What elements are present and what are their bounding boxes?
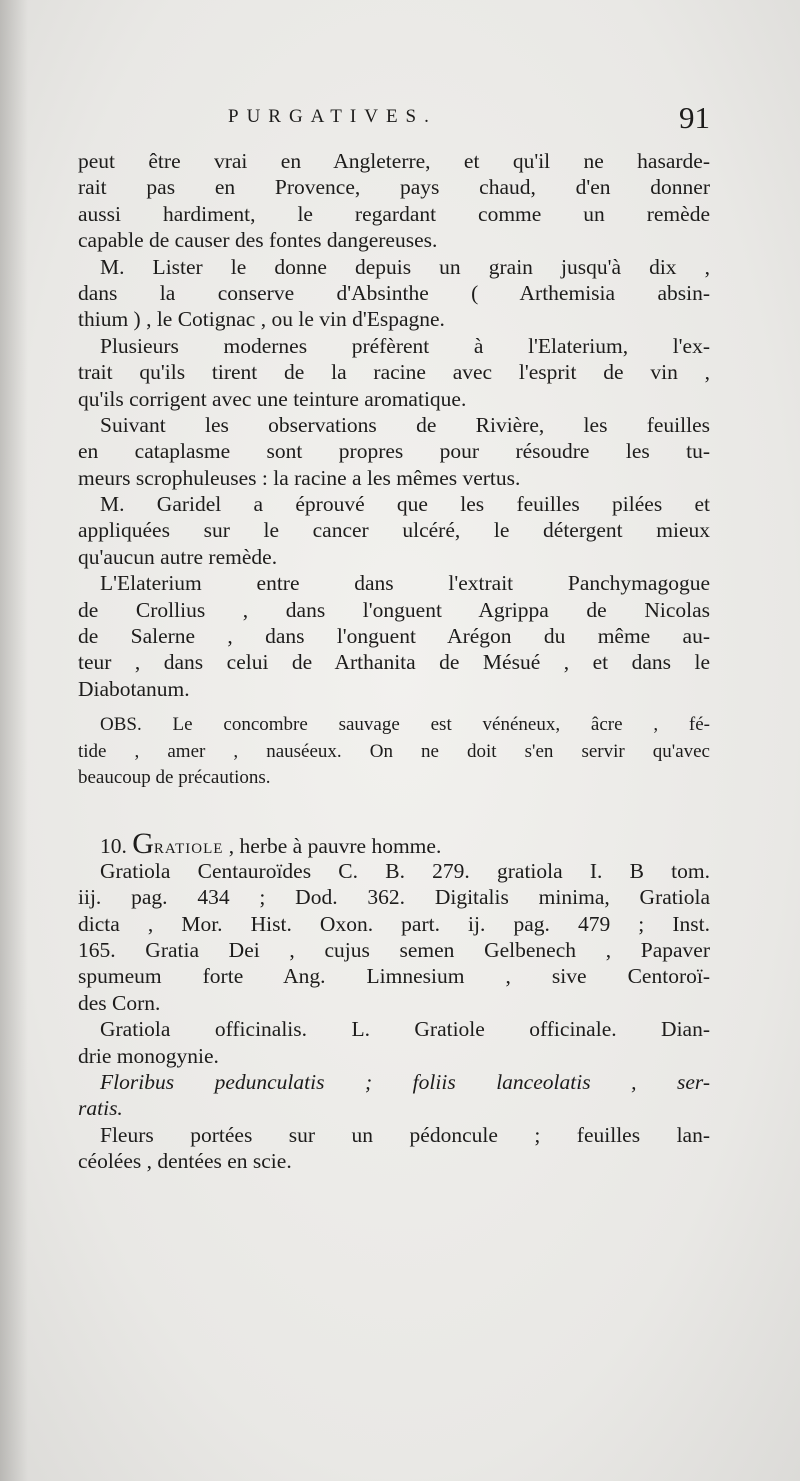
text-line: aussi hardiment, le regardant comme un remède — [78, 201, 710, 226]
text-line: beaucoup de précautions. — [78, 766, 271, 788]
text-line: drie monogynie. — [78, 1043, 219, 1068]
text-line: en cataplasme sont propres pour résoudre les tu- — [78, 439, 710, 464]
text-line: ratis. — [78, 1096, 123, 1121]
paragraph — [78, 570, 710, 702]
synonyms-paragraph — [78, 858, 710, 1016]
section-heading — [78, 827, 710, 861]
text-line: Suivant les observations de Rivière, les feuilles — [100, 412, 710, 437]
text-line: de Salerne , dans l'onguent Arégon du même au- — [78, 624, 710, 649]
text-line: teur , dans celui de Arthanita de Mésué , et dans le — [78, 650, 710, 675]
latin-description-paragraph — [78, 1069, 710, 1122]
text-line: Gratiola officinalis. L. Gratiole officinale. Dian- — [100, 1017, 710, 1042]
paragraph — [78, 333, 710, 412]
text-line: des Corn. — [78, 990, 161, 1015]
linnaean-name-paragraph — [78, 1016, 710, 1069]
text-line: Floribus pedunculatis ; foliis lanceolatis , ser- — [100, 1069, 710, 1094]
paragraph — [78, 148, 710, 254]
text-line: appliquées sur le cancer ulcéré, le détergent mieux — [78, 518, 710, 543]
text-line: dicta , Mor. Hist. Oxon. part. ij. pag. 479 ; Inst. — [78, 911, 710, 936]
text-line: M. Lister le donne depuis un grain jusqu'à dix , — [100, 254, 710, 279]
section-title-suffix: , herbe à pauvre homme. — [228, 834, 442, 859]
text-line: L'Elaterium entre dans l'extrait Panchymagogue — [100, 571, 710, 596]
text-line: dans la conserve d'Absinthe ( Arthemisia absin- — [78, 280, 710, 305]
text-line: céolées , dentées en scie. — [78, 1149, 292, 1174]
text-line: qu'ils corrigent avec une teinture aromatique. — [78, 386, 467, 411]
text-line: qu'aucun autre remède. — [78, 544, 278, 569]
section-title: RATIOLE — [153, 841, 224, 858]
page-body — [78, 148, 710, 1174]
text-line: M. Garidel a éprouvé que les feuilles pilées et — [100, 492, 710, 517]
section-number: 10. — [100, 834, 127, 859]
text-line: Gratiola Centauroïdes C. B. 279. gratiola I. B tom. — [100, 858, 710, 883]
text-line: capable de causer des fontes dangereuses. — [78, 228, 438, 253]
page-number: 91 — [679, 100, 710, 135]
text-line: thium ) , le Cotignac , ou le vin d'Espagne. — [78, 307, 445, 332]
text-line: Diabotanum. — [78, 676, 190, 701]
text-line: 165. Gratia Dei , cujus semen Gelbenech , Papaver — [78, 937, 710, 962]
running-head: PURGATIVES. — [228, 106, 437, 127]
text-line: OBS. Le concombre sauvage est vénéneux, âcre , fé- — [100, 714, 710, 736]
french-description-paragraph — [78, 1122, 710, 1175]
spine-shadow — [0, 0, 28, 1481]
paragraph — [78, 254, 710, 333]
text-line: iij. pag. 434 ; Dod. 362. Digitalis minima, Gratiola — [78, 885, 710, 910]
text-line: rait pas en Provence, pays chaud, d'en donner — [78, 175, 710, 200]
heading-line — [78, 827, 710, 861]
text-line: tide , amer , nauséeux. On ne doit s'en servir qu'avec — [78, 740, 710, 762]
text-line: trait qu'ils tirent de la racine avec l'esprit de vin , — [78, 360, 710, 385]
paragraph — [78, 412, 710, 491]
observation-note — [78, 712, 710, 791]
text-line: peut être vrai en Angleterre, et qu'il ne hasarde- — [78, 149, 710, 173]
text-line: Plusieurs modernes préfèrent à l'Elaterium, l'ex- — [100, 333, 710, 358]
text-line: meurs scrophuleuses : la racine a les mêmes vertus. — [78, 465, 521, 490]
page-header — [78, 102, 710, 142]
section-title-initial: G — [132, 827, 154, 861]
text-line: spumeum forte Ang. Limnesium , sive Centoroï- — [78, 964, 710, 989]
paragraph — [78, 491, 710, 570]
text-line: de Crollius , dans l'onguent Agrippa de Nicolas — [78, 597, 710, 622]
text-line: Fleurs portées sur un pédoncule ; feuilles lan- — [100, 1122, 710, 1147]
